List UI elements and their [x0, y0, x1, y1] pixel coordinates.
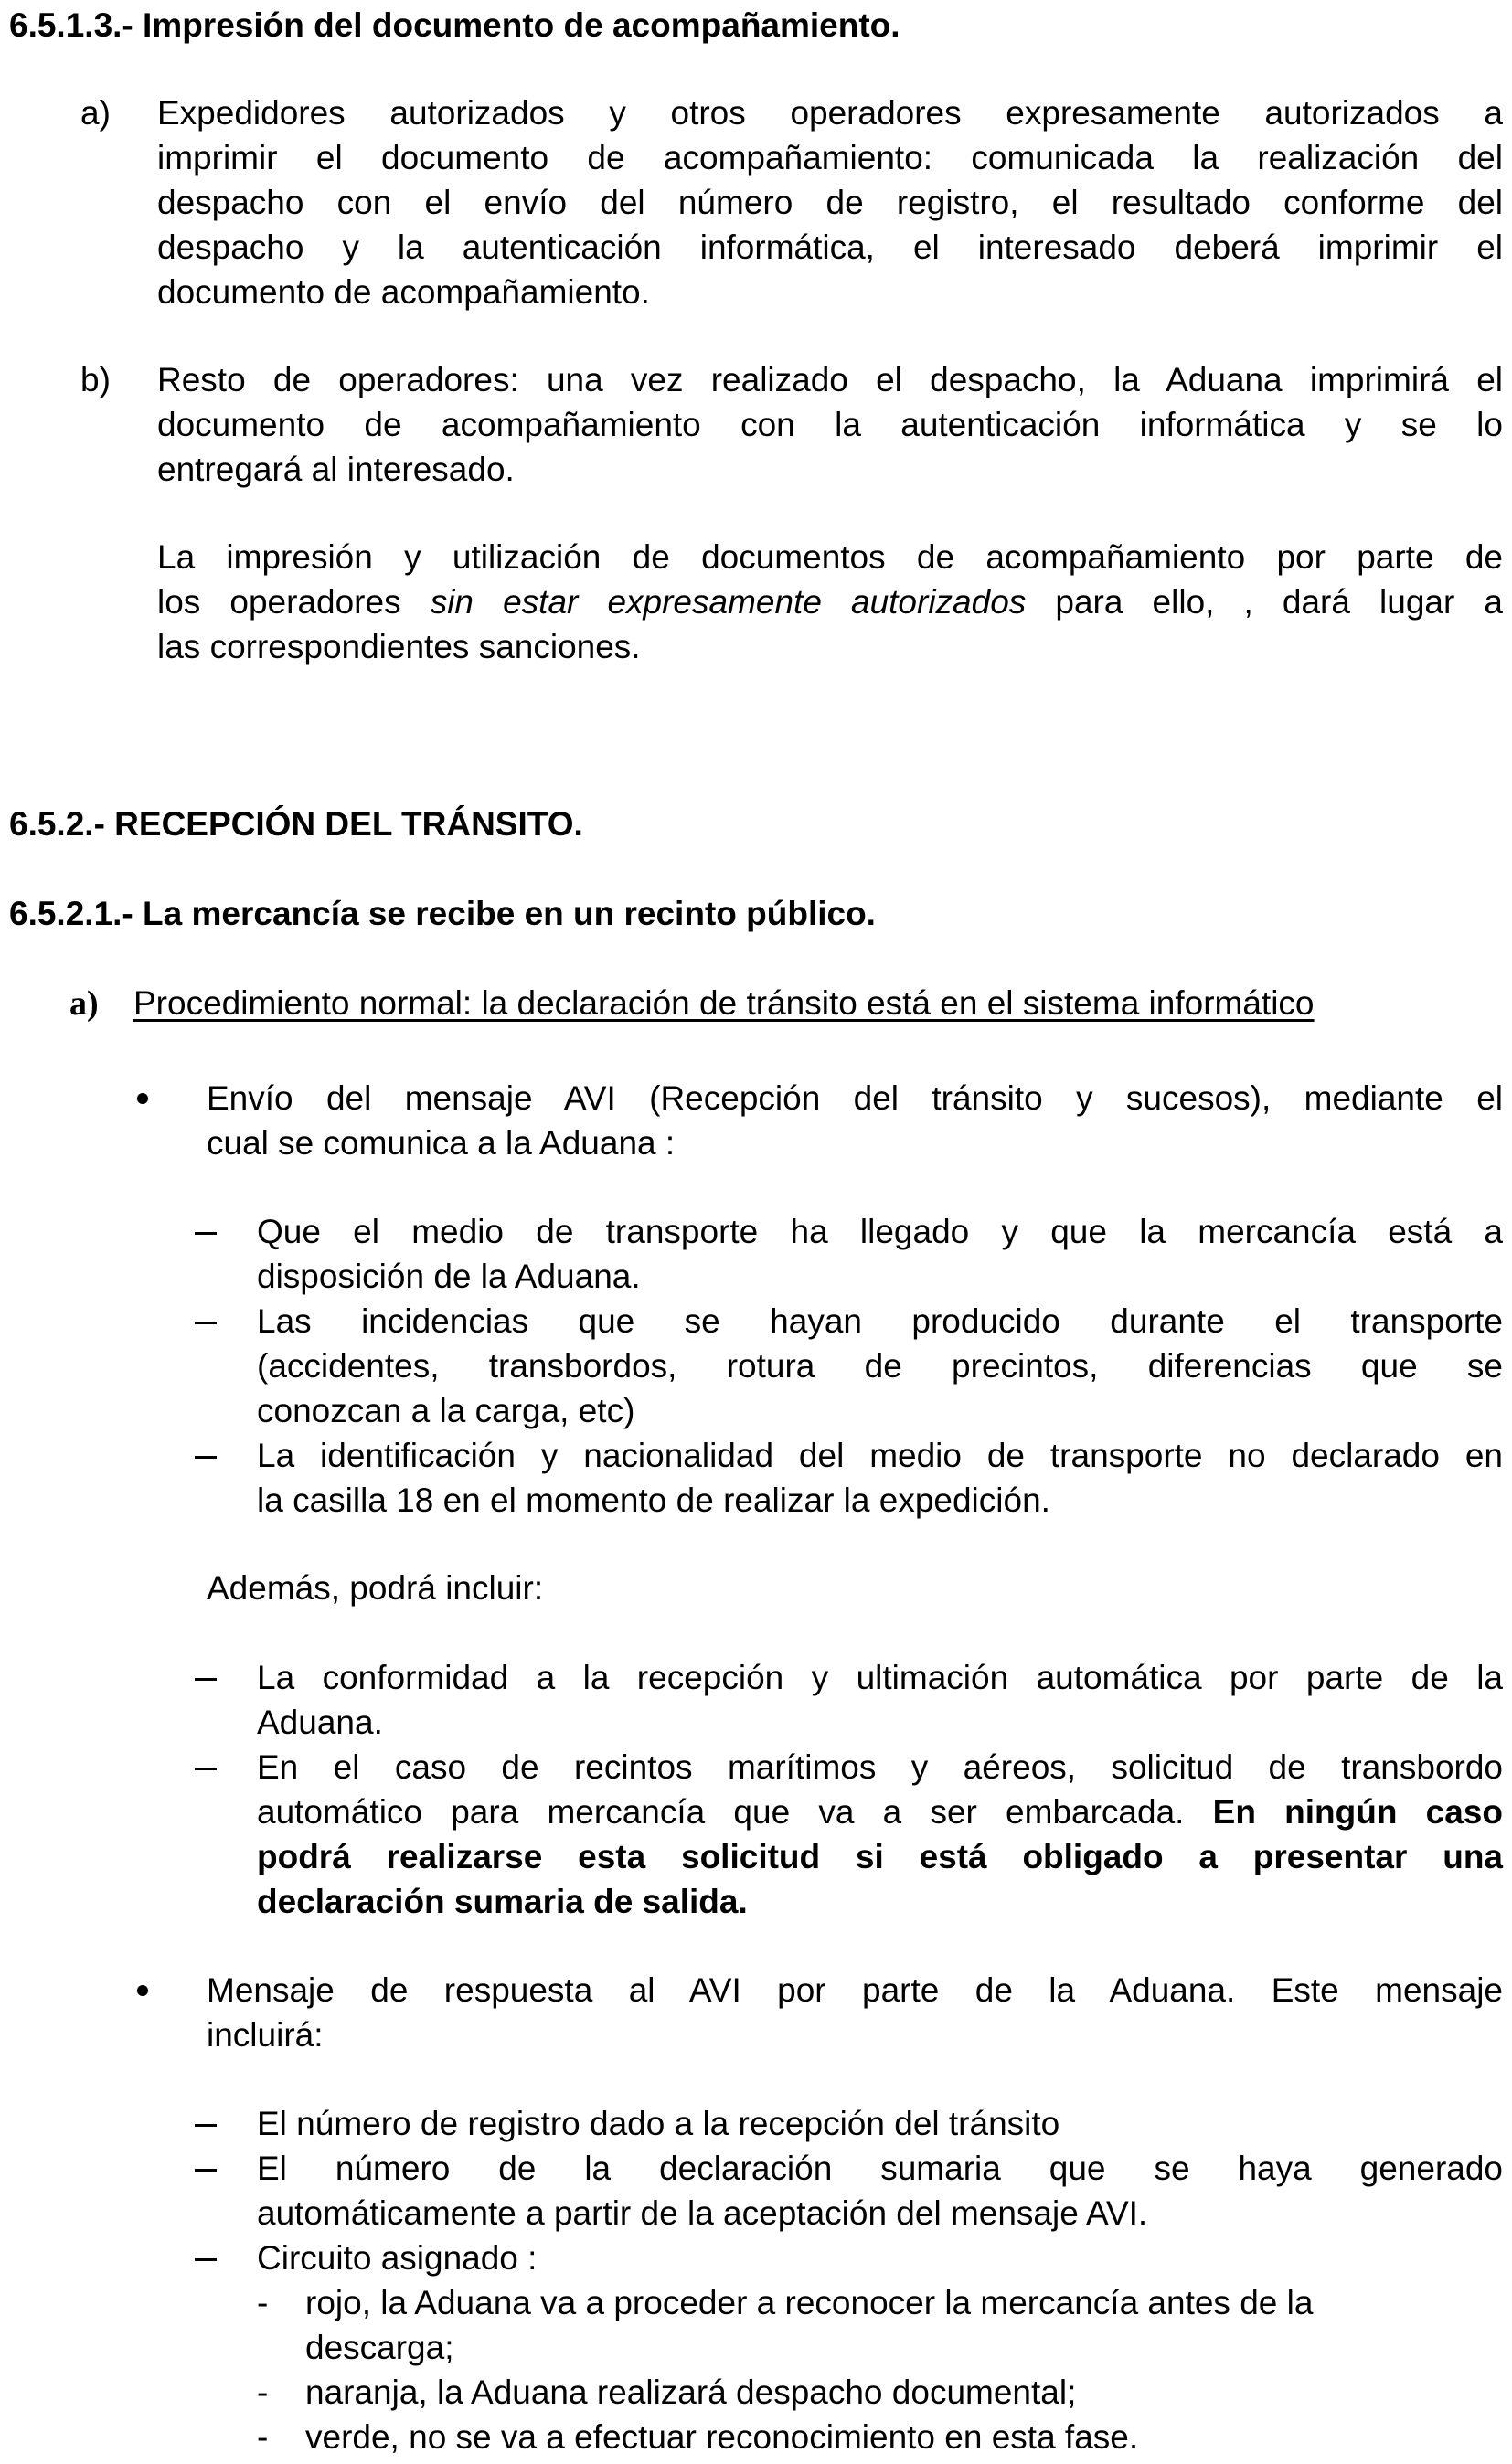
- dash-item-line: declaración sumaria de salida.: [257, 1883, 748, 1920]
- dash-item-line: conozcan a la carga, etc): [257, 1392, 635, 1429]
- item-a-line: Expedidores autorizados y otros operadores expresamente autorizados a: [157, 94, 1503, 132]
- bullet-respuesta-line: Mensaje de respuesta al AVI por parte de la Aduana. Este mensaje: [207, 1971, 1503, 2009]
- item-a-label: a): [80, 94, 111, 132]
- circuit-line: verde, no se va a efectuar reconocimiento en esta fase.: [305, 2418, 1139, 2456]
- dash-item-line: [257, 1790, 1503, 1834]
- item-b-line: entregará al interesado.: [157, 451, 515, 488]
- circuit-marker: -: [257, 2284, 269, 2321]
- dash-icon: [195, 2124, 217, 2127]
- dash-item-line: automáticamente a partir de la aceptación del mensaje AVI.: [257, 2194, 1148, 2232]
- text-run: los operadores: [157, 583, 431, 621]
- item-a-line: despacho y la autenticación informática, el interesado deberá imprimir el: [157, 228, 1503, 266]
- dash-item-line: podrá realizarse esta solicitud si está obligado a presentar una: [257, 1838, 1503, 1875]
- item-a-line: imprimir el documento de acompañamiento: comunicada la realización del: [157, 139, 1503, 176]
- text-run: automático para mercancía que va a ser embarcada.: [257, 1793, 1213, 1831]
- bullet-dot-icon: [137, 1985, 148, 1996]
- section-heading-6-5-2-1: 6.5.2.1.- La mercancía se recibe en un recinto público.: [9, 895, 876, 932]
- dash-item-line: Las incidencias que se hayan producido durante el transporte: [257, 1302, 1503, 1340]
- dash-item-line: En el caso de recintos marítimos y aéreos, solicitud de transbordo: [257, 1748, 1503, 1786]
- proc-normal-heading: Procedimiento normal: la declaración de tránsito está en el sistema informático: [133, 984, 1315, 1022]
- item-b-label: b): [80, 361, 111, 398]
- circuit-line: rojo, la Aduana va a proceder a reconocer la mercancía antes de la: [305, 2284, 1314, 2321]
- bullet-avi-line: cual se comunica a la Aduana :: [207, 1124, 676, 1162]
- dash-icon: [195, 1768, 217, 1770]
- dash-item-line: disposición de la Aduana.: [257, 1258, 641, 1295]
- ademas-text: Además, podrá incluir:: [207, 1569, 544, 1607]
- impresion-paragraph-line: las correspondientes sanciones.: [157, 628, 641, 665]
- dash-icon: [195, 1678, 217, 1681]
- dash-item-line: Que el medio de transporte ha llegado y que la mercancía está a: [257, 1213, 1503, 1250]
- proc-normal-label: a): [69, 984, 99, 1023]
- impresion-paragraph-line: [157, 580, 1503, 624]
- circuit-marker: -: [257, 2374, 269, 2411]
- dash-item-line: La conformidad a la recepción y ultimación automática por parte de la: [257, 1659, 1503, 1696]
- dash-item-line: El número de la declaración sumaria que se haya generado: [257, 2150, 1503, 2187]
- italic-text-run: sin estar expresamente autorizados: [430, 583, 1027, 621]
- circuit-line: naranja, la Aduana realizará despacho documental;: [305, 2374, 1077, 2411]
- circuit-marker: -: [257, 2418, 269, 2456]
- impresion-paragraph-line: La impresión y utilización de documentos de acompañamiento por parte de: [157, 538, 1503, 576]
- text-run: para ello, , dará lugar a: [1026, 583, 1504, 621]
- dash-icon: [195, 2169, 217, 2172]
- bold-text-run: En ningún caso: [1212, 1793, 1503, 1831]
- circuit-line: descarga;: [305, 2329, 454, 2366]
- item-a-line: documento de acompañamiento.: [157, 273, 650, 311]
- dash-item-line: la casilla 18 en el momento de realizar la expedición.: [257, 1482, 1050, 1519]
- item-a-line: despacho con el envío del número de registro, el resultado conforme del: [157, 184, 1503, 221]
- dash-icon: [195, 1322, 217, 1324]
- section-heading-6-5-1-3: 6.5.1.3.- Impresión del documento de acompañamiento.: [9, 6, 900, 44]
- dash-item-line: Aduana.: [257, 1704, 383, 1741]
- dash-item-line: El número de registro dado a la recepción del tránsito: [257, 2105, 1060, 2142]
- dash-icon: [195, 1232, 217, 1235]
- dash-item-line: Circuito asignado :: [257, 2239, 538, 2277]
- bullet-respuesta-line: incluirá:: [207, 2016, 324, 2054]
- section-heading-6-5-2: 6.5.2.- RECEPCIÓN DEL TRÁNSITO.: [9, 805, 583, 843]
- dash-icon: [195, 2258, 217, 2261]
- dash-icon: [195, 1456, 217, 1459]
- dash-item-line: La identificación y nacionalidad del medio de transporte no declarado en: [257, 1437, 1503, 1474]
- item-b-line: documento de acompañamiento con la autenticación informática y se lo: [157, 406, 1503, 443]
- bullet-avi-line: Envío del mensaje AVI (Recepción del tránsito y sucesos), mediante el: [207, 1079, 1503, 1117]
- bullet-dot-icon: [137, 1093, 148, 1104]
- dash-item-line: (accidentes, transbordos, rotura de precintos, diferencias que se: [257, 1347, 1503, 1385]
- item-b-line: Resto de operadores: una vez realizado el despacho, la Aduana imprimirá el: [157, 361, 1503, 398]
